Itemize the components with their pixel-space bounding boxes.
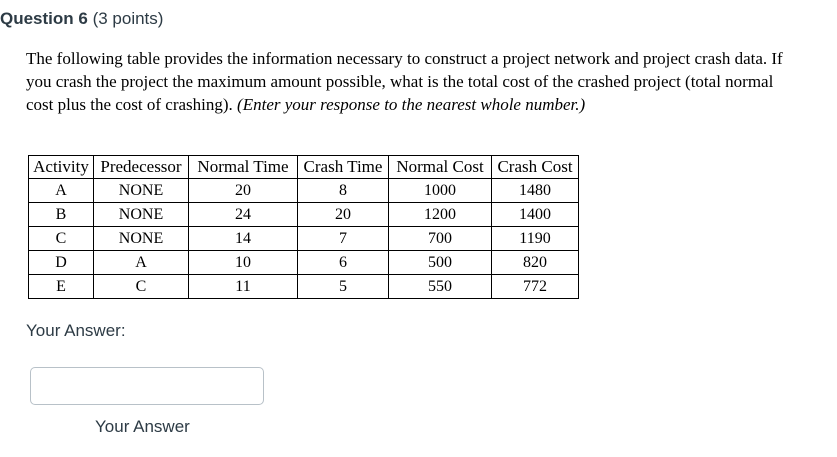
- cell-crash-time: 7: [298, 227, 389, 251]
- header-crash-cost: Crash Cost: [492, 156, 579, 179]
- cell-normal-cost: 1000: [389, 179, 492, 203]
- cell-normal-cost: 1200: [389, 203, 492, 227]
- cell-activity: C: [29, 227, 94, 251]
- question-instruction: (Enter your response to the nearest whole number.): [237, 95, 586, 114]
- header-activity: Activity: [29, 156, 94, 179]
- cell-crash-time: 5: [298, 275, 389, 299]
- cell-crash-cost: 772: [492, 275, 579, 299]
- cell-crash-time: 6: [298, 251, 389, 275]
- cell-normal-cost: 550: [389, 275, 492, 299]
- answer-input[interactable]: [30, 367, 264, 405]
- cell-normal-time: 24: [189, 203, 298, 227]
- question-header: [0, 9, 163, 29]
- cell-predecessor: NONE: [94, 203, 189, 227]
- cell-normal-time: 14: [189, 227, 298, 251]
- header-crash-time: Crash Time: [298, 156, 389, 179]
- answer-sublabel: Your Answer: [95, 417, 190, 436]
- header-normal-cost: Normal Cost: [389, 156, 492, 179]
- cell-normal-cost: 500: [389, 251, 492, 275]
- cell-crash-cost: 820: [492, 251, 579, 275]
- cell-crash-time: 8: [298, 179, 389, 203]
- cell-crash-cost: 1480: [492, 179, 579, 203]
- table-row: [29, 251, 579, 275]
- cell-normal-time: 10: [189, 251, 298, 275]
- cell-crash-cost: 1190: [492, 227, 579, 251]
- project-crash-table: [28, 155, 579, 299]
- question-points: (3 points): [87, 9, 164, 28]
- cell-activity: A: [29, 179, 94, 203]
- question-title: Question 6: [0, 9, 88, 28]
- cell-predecessor: A: [94, 251, 189, 275]
- question-body: [26, 47, 786, 116]
- cell-predecessor: NONE: [94, 179, 189, 203]
- table-row: [29, 227, 579, 251]
- question-text: The following table provides the information necessary to construct a project network and project crash data. If you crash the project the maximum amount possible, what is the total cost of the crashed project (total normal cost plus the cost of crashing).: [26, 49, 783, 114]
- header-normal-time: Normal Time: [189, 156, 298, 179]
- cell-normal-time: 20: [189, 179, 298, 203]
- cell-activity: D: [29, 251, 94, 275]
- answer-label: Your Answer:: [26, 321, 126, 340]
- header-predecessor: Predecessor: [94, 156, 189, 179]
- cell-normal-time: 11: [189, 275, 298, 299]
- cell-normal-cost: 700: [389, 227, 492, 251]
- cell-crash-time: 20: [298, 203, 389, 227]
- table-row: [29, 179, 579, 203]
- table-header-row: [29, 156, 579, 179]
- cell-predecessor: NONE: [94, 227, 189, 251]
- table-row: [29, 203, 579, 227]
- cell-predecessor: C: [94, 275, 189, 299]
- cell-activity: E: [29, 275, 94, 299]
- table-row: [29, 275, 579, 299]
- cell-crash-cost: 1400: [492, 203, 579, 227]
- cell-activity: B: [29, 203, 94, 227]
